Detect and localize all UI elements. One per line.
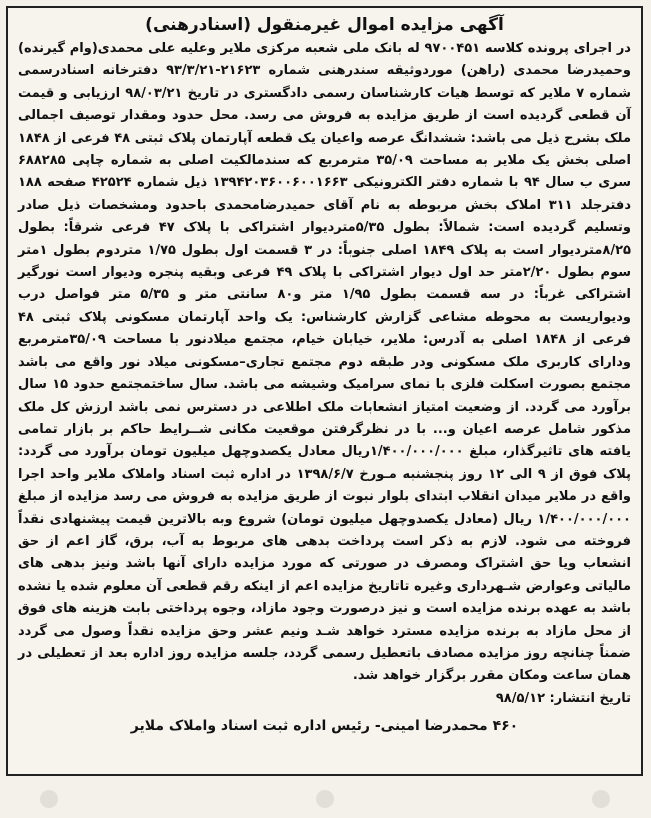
page-edge xyxy=(0,780,651,818)
notice-title: آگهی مزایده اموال غیرمنقول (اسنادرهنی) xyxy=(145,15,504,35)
edge-dot xyxy=(316,790,334,808)
edge-dot xyxy=(592,790,610,808)
signature-line: ۴۶۰ محمدرضا امینی- رئیس اداره ثبت اسناد واملاک ملایر xyxy=(130,717,519,734)
publication-date: تاریخ انتشار: ۹۸/۵/۱۲ xyxy=(495,690,631,706)
notice-box xyxy=(6,6,643,776)
notice-body: در اجرای پرونده کلاسه ۹۷۰۰۴۵۱ له بانک ملی شعبه مرکزی ملایر وعلیه علی محمدی(وام گیرنده) وحمیدرضا محمدی (راهن) موردوثیقه سندرهنی شماره ۲۱۶۲۳-۹۳/۳/۲۱ دفترخانه اسنادرسمی شماره ۷ ملایر که توسط هیات کارشناسان رسمی دادگستری در تاریخ ۹۸/۰۳/۲۱ ارزیابی و قیمت آن قطعی گردیده است از طریق مزایده به فروش می رسد. محل حدود ومقدار توصیف اجمالی ملک بشرح ذیل می باشد: ششدانگ عرصه واعیان یک قطعه آپارتمان پلاک ثبتی ۴۸ فرعی از ۱۸۴۸ اصلی بخش یک ملایر به مساحت ۳۵/۰۹ مترمربع که سندمالکیت اصلی به شماره چاپی ۶۸۸۲۸۵ سری ب سال ۹۴ با شماره دفتر الکترونیکی ۱۳۹۴۲۰۳۶۰۰۶۰۰۱۶۶۳ ذیل شماره ۴۲۵۲۴ صفحه ۱۸۸ دفترجلد ۳۱۱ املاک بخش مربوطه به نام آقای حمیدرضامحمدی باحدود ومشخصات ذیل صادر وتسلیم گردیده است: شمالاً: بطول ۵/۳۵متردیوار اشتراکی با پلاک ۴۷ فرعی شرقاً: بطول ۸/۲۵متردیوار است به پلاک ۱۸۴۹ اصلی جنوباً: در ۳ قسمت اول بطول ۱/۷۵ متردوم بطول ۱متر سوم بطول ۲/۲۰متر حد اول دیوار اشتراکی با پلاک ۴۹ فرعی وبقیه پنجره ودیوار است نورگیر اشتراکی غرباً: در سه قسمت بطول ۱/۹۵ متر و۸۰ سانتی متر و ۵/۳۵ متر فواصل درب ودیواریست به محوطه مشاعی گزارش کارشناس: یک واحد آپارتمان مسکونی پلاک ثبتی ۴۸ فرعی از ۱۸۴۸ اصلی به آدرس: ملایر، خیابان خیام، مجتمع میلادنور با مساحت ۳۵/۰۹مترمربع ودارای کاربری ملک مسکونی ودر طبقه دوم مجتمع تجاری–مسکونی میلاد نور واقع می باشد مجتمع بصورت اسکلت فلزی با نمای سرامیک وشیشه می باشد. سال ساختمجتمع حدود ۱۵ سال برآورد می گردد. از وضعیت امتیاز انشعابات ملک اطلاعی در دسترس نمی باشد ارزش کل ملک مذکور شامل عرصه اعیان و... با در نظرگرفتن موقعیت مکانی شــرایط حاکم بر بازار تمامی یافته های تاثیرگذار، مبلغ ۱/۴۰۰/۰۰۰/۰۰۰ریال معادل یکصدوچهل میلیون تومان برآورد می گردد: پلاک فوق از ۹ الی ۱۲ روز پنجشنبه مـورخ ۱۳۹۸/۶/۷ در اداره ثبت اسناد واملاک ملایر واحد اجرا واقع در ملایر میدان انقلاب ابتدای بلوار نبوت از طریق مزایده به فروش می رسد مزایده از مبلغ ۱/۴۰۰/۰۰۰/۰۰۰ ریال (معادل یکصدوچهل میلیون تومان) شروع وبه بالاترین قیمت پیشنهادی نقداً فروخته می شود. لازم به ذکر است پرداخت بدهی های مربوط به آب، برق، گاز اعم از حق انشعاب ویا حق اشتراک ومصرف در صورتی که مورد مزایده دارای آنها باشد ونیز بدهی های مالیاتی وعوارض شـهرداری وغیره تاتاریخ مزایده اعم از اینکه رقم قطعی آن معلوم شده یا نشده باشد به عهده برنده مزایده است و نیز درصورت وجود مازاد، وجوه پرداختی بابت هزینه های فوق از محل مازاد به برنده مزایده مسترد خواهد شـد ونیم عشر وحق مزایده نقداً وصول می گردد ضمناً چنانچه روز مزایده مصادف باتعطیل رسمی گردد، جلسه مزایده روز اداره بعد از تعطیلی در همان ساعت ومکان مقرر برگزار خواهد شد. xyxy=(18,41,632,684)
edge-dot xyxy=(40,790,58,808)
